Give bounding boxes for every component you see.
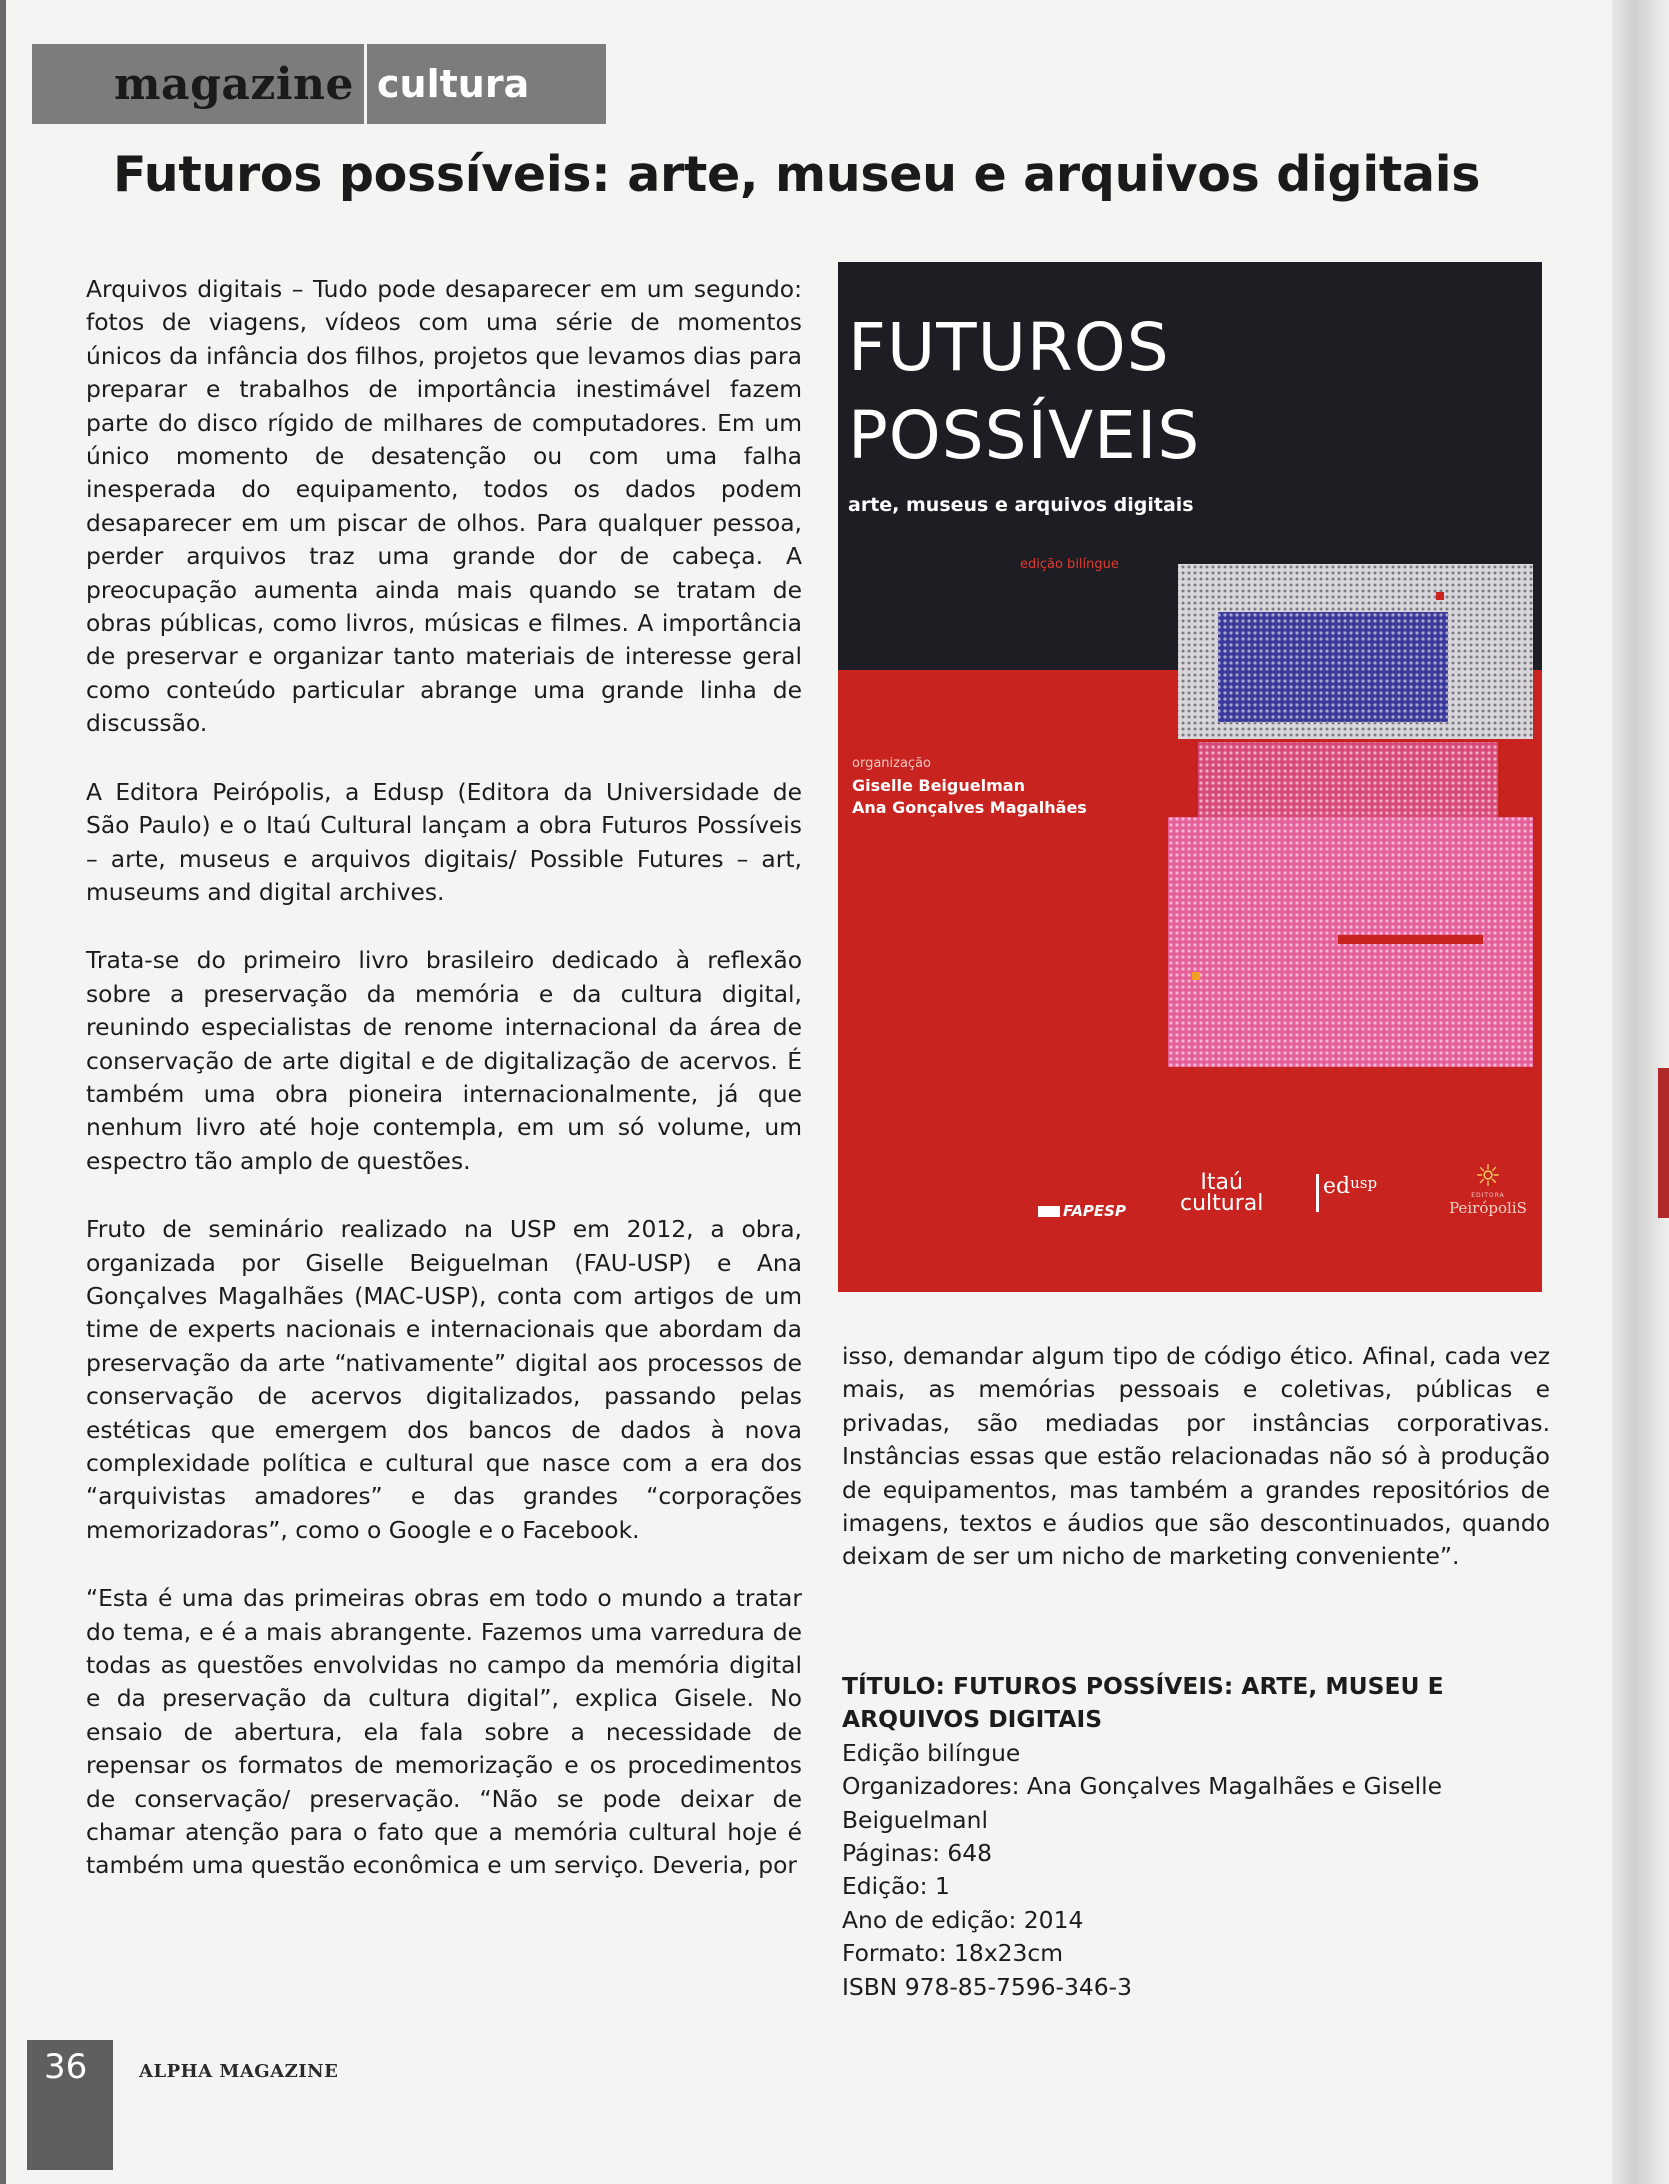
itau-cultural-logo [1180,1172,1263,1214]
peiropolis-logo [1443,1159,1533,1217]
book-info-line: Edição: 1 [842,1872,950,1901]
section-header [32,44,606,124]
section-label: cultura [377,62,530,106]
peiropolis-editora: EDITORA [1471,1192,1505,1199]
book-cover [838,262,1542,1292]
cover-organization-label: organização [852,756,931,771]
cover-edition: edição bilíngue [1020,557,1119,572]
paragraph: “Esta é uma das primeiras obras em todo o mundo a tratar do tema, e é a mais abrangente. Fazemos uma varredura de todas as questões envolvidas no campo da memória digital e da preservação da cultura digital”, explica Gisele. No ensaio de abertura, ela fala sobre a necessidade de repensar os formatos de memorização e os procedimentos de conservação/ preservação. “Não se pode deixar de chamar atenção para o fato que a memória cultural hoje é também uma questão econômica e um serviço. Deveria, por [86,1584,802,1880]
book-info [842,1670,1562,2004]
cover-title [848,304,1200,480]
fapesp-text: FAPESP [1063,1202,1126,1220]
illus-slot [1338,935,1483,944]
itau-text: Itaú [1200,1170,1243,1195]
left-scan-bar [0,0,6,2184]
paragraph: Fruto de seminário realizado na USP em 2012, a obra, organizada por Giselle Beiguelman (FAU-USP) e Ana Gonçalves Magalhães (MAC-USP), conta com artigos de um time de experts nacionais e internacionais que abordam da preservação da arte “nativamente” digital aos processos de conservação de acervos digitalizados, passando pelas estéticas que emergem dos bancos de dados à nova complexidade política e cultural que nasce com a era dos “arquivistas amadores” e das grandes “corporações memorizadoras”, como o Google e o Facebook. [86,1215,802,1544]
sun-icon: ☼ [1474,1159,1502,1194]
cover-subtitle: arte, museus e arquivos digitais [848,494,1194,516]
edusp-logo [1316,1174,1377,1212]
book-info-title: TÍTULO: FUTUROS POSSÍVEIS: ARTE, MUSEU E ARQUIVOS DIGITAIS [842,1672,1444,1734]
cover-title-line: FUTUROS [848,309,1170,386]
edusp-ed: ed [1323,1174,1351,1199]
magazine-label: magazine [114,58,355,110]
book-info-line: Ano de edição: 2014 [842,1905,1084,1934]
fapesp-logo [1038,1202,1126,1220]
peiropolis-name: PeirópoliS [1449,1199,1527,1217]
scan-edge [1612,0,1669,2184]
book-info-line: Edição bilíngue [842,1738,1021,1767]
right-column [842,1340,1550,1574]
book-info-line: Páginas: 648 [842,1839,993,1868]
paragraph: isso, demandar algum tipo de código ético. Afinal, cada vez mais, as memórias pessoais e coletivas, públicas e privadas, são mediadas por instâncias corporativas. Instâncias essas que estão relacionadas não só à produção de equipamentos, mas também a grandes repositórios de imagens, textos e áudios que são descontinuados, quando deixam de ser um nicho de marketing conveniente”. [842,1342,1550,1571]
illus-screen-texture [1218,612,1448,722]
edge-color-mark [1658,1068,1669,1218]
illus-keyboard-texture [1198,742,1498,817]
fapesp-mark-icon [1038,1206,1060,1217]
paragraph: Arquivos digitais – Tudo pode desaparecer em um segundo: fotos de viagens, vídeos com uma série de momentos únicos da infância dos filhos, projetos que levamos dias para preparar e trabalhos de importância inestimável fazem parte do disco rígido de milhares de computadores. Em um único momento de desatenção ou com uma falha inesperada do equipamento, todos os dados podem desaparecer em um piscar de olhos. Para qualquer pessoa, perder arquivos traz uma grande dor de cabeça. A preocupação aumenta ainda mais quando se tratam de obras públicas, como livros, músicas e filmes. A importância de preservar e organizar tanto materiais de interesse geral como conteúdo particular abrange uma grande linha de discussão. [86,275,802,738]
header-divider [364,44,367,124]
cover-illustration [1168,552,1538,1102]
paragraph: A Editora Peirópolis, a Edusp (Editora da Universidade de São Paulo) e o Itaú Cultural lançam a obra Futuros Possíveis – arte, museus e arquivos digitais/ Possible Futures – art, museums and digital archives. [86,777,802,906]
edusp-usp: usp [1350,1174,1378,1192]
cultural-text: cultural [1180,1191,1264,1216]
cover-title-line: POSSÍVEIS [848,397,1201,474]
cover-organizer-name: Giselle Beiguelman [852,776,1025,795]
cover-organizer-name: Ana Gonçalves Magalhães [852,798,1087,817]
footer-magazine-name: ALPHA MAGAZINE [139,2061,339,2082]
publisher-logos [838,1159,1542,1242]
page-number: 36 [44,2047,88,2087]
book-info-line: Organizadores: Ana Gonçalves Magalhães e Giselle Beiguelmanl [842,1772,1443,1834]
article-title: Futuros possíveis: arte, museu e arquivos digitais [113,146,1481,203]
illus-dot [1436,592,1444,600]
edusp-bar [1316,1174,1319,1212]
book-info-line: ISBN 978-85-7596-346-3 [842,1972,1132,2001]
book-info-line: Formato: 18x23cm [842,1939,1064,1968]
left-column [86,273,802,1918]
illus-led [1192,972,1200,980]
paragraph: Trata-se do primeiro livro brasileiro dedicado à reflexão sobre a preservação da memória e da cultura digital, reunindo especialistas de renome internacional da área de conservação de arte digital e de digitalização de acervos. É também uma obra pioneira internacionalmente, já que nenhum livro até hoje contempla, em um só volume, um espectro tão amplo de questões. [86,946,802,1175]
